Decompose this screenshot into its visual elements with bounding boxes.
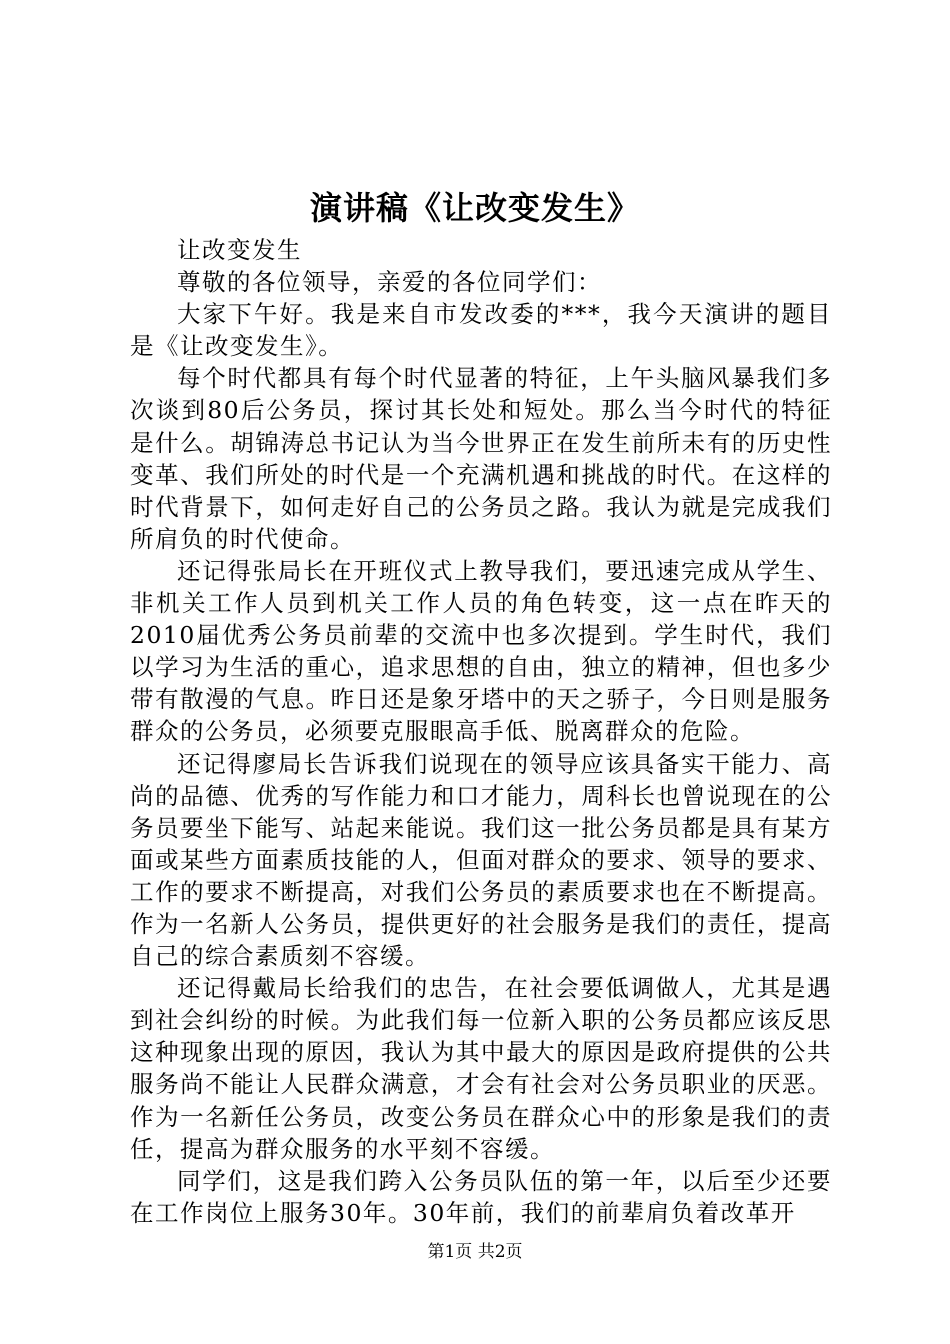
paragraph: 还记得戴局长给我们的忠告，在社会要低调做人，尤其是遇到社会纠纷的时候。为此我们每一位新入职的公务员都应该反思这种现象出现的原因，我认为其中最大的原因是政府提供的公共服务尚不能让人民群众满意，才会有社会对公务员职业的厌恶。作为一名新任公务员，改变公务员在群众心中的形象是我们的责任，提高为群众服务的水平刻不容缓。	[130, 974, 832, 1163]
paragraph-greeting: 大家下午好。我是来自市发改委的***，我今天演讲的题目是《让改变发生》。	[130, 300, 832, 361]
paragraph-salutation: 尊敬的各位领导，亲爱的各位同学们：	[177, 268, 602, 297]
document-body	[130, 234, 832, 1229]
paragraph: 还记得廖局长告诉我们说现在的领导应该具备实干能力、高尚的品德、优秀的写作能力和口才能力，周科长也曾说现在的公务员要坐下能写、站起来能说。我们这一批公务员都是具有某方面或某些方面素质技能的人，但面对群众的要求、领导的要求、工作的要求不断提高，对我们公务员的素质要求也在不断提高。作为一名新人公务员，提供更好的社会服务是我们的责任，提高自己的综合素质刻不容缓。	[130, 749, 832, 971]
document-title: 演讲稿《让改变发生》	[309, 189, 640, 227]
paragraph: 同学们，这是我们跨入公务员队伍的第一年，以后至少还要在工作岗位上服务30年。30年前，我们的前辈肩负着改革开	[130, 1166, 832, 1227]
page-footer: 第1页 共2页	[427, 1242, 523, 1262]
paragraph: 还记得张局长在开班仪式上教导我们，要迅速完成从学生、非机关工作人员到机关工作人员的角色转变，这一点在昨天的2010届优秀公务员前辈的交流中也多次提到。学生时代，我们以学习为生活的重心，追求思想的自由，独立的精神，但也多少带有散漫的气息。昨日还是象牙塔中的天之骄子，今日则是服务群众的公务员，必须要克服眼高手低、脱离群众的危险。	[130, 556, 832, 746]
paragraph: 每个时代都具有每个时代显著的特征，上午头脑风暴我们多次谈到80后公务员，探讨其长处和短处。那么当今时代的特征是什么。胡锦涛总书记认为当今世界正在发生前所未有的历史性变革、我们所处的时代是一个充满机遇和挑战的时代。在这样的时代背景下，如何走好自己的公务员之路。我认为就是完成我们所肩负的时代使命。	[130, 364, 832, 553]
paragraph-subtitle: 让改变发生	[177, 236, 302, 264]
